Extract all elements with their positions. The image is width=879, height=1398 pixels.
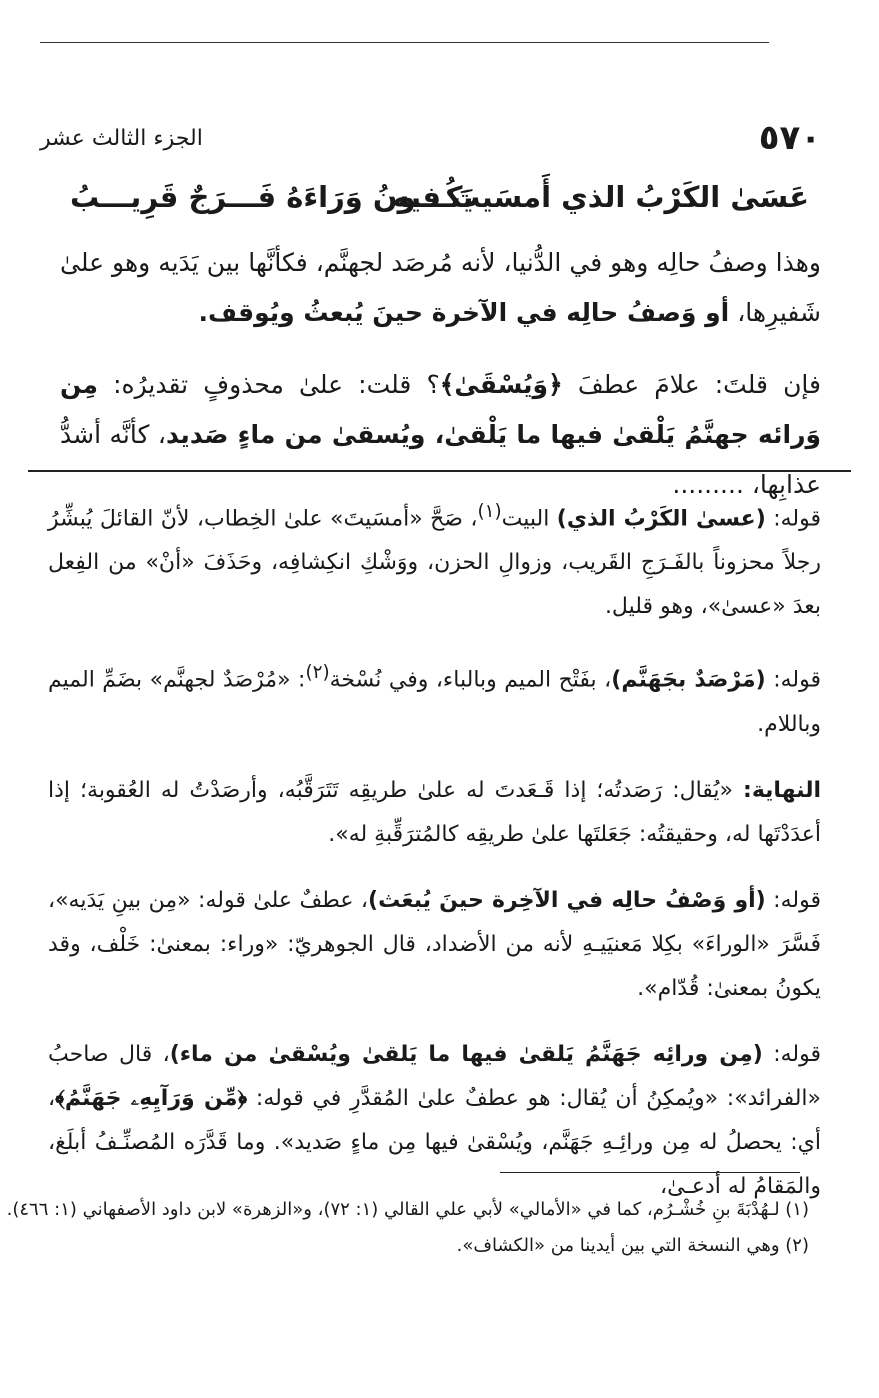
commentary-span: ، صَحَّ «أمسَيتَ» علىٰ الخِطاب، لأنّ القائلَ يُبشِّرُ رجلاً محزوناً بالفَـرَجِ القَريب، وزوالِ الحزن، ووَشْكِ انكِشافِه، وحَذَفَ «أنْ» من الفِعل بعدَ «عسىٰ»، وهو قليل. <box>48 506 821 620</box>
main-paragraph <box>60 238 821 338</box>
commentary-lemma: (أو وَصْفُ حالِه في الآخِرة حينَ يُبعَث) <box>368 887 766 913</box>
footnote-2: (٢) وهي النسخة التي بين أيدينا من «الكشاف». <box>456 1235 809 1256</box>
commentary-span: قوله: <box>765 667 821 693</box>
main-text-span: ، كأنَّه أشدُّ عذابِها، ......... <box>60 420 821 499</box>
commentary-lemma: (عسىٰ الكَرْبُ الذي) <box>556 506 766 532</box>
commentary-span: ، بفَتْح الميم وبالباء، وفي نُسْخة <box>329 667 612 693</box>
commentary-span: البيت <box>501 506 557 532</box>
commentary-separator <box>28 470 851 472</box>
commentary-paragraph <box>48 651 821 746</box>
commentary-paragraph <box>48 490 821 629</box>
main-text-span: ؟ قلت: علىٰ محذوفٍ تقديرُه: <box>97 370 440 399</box>
footnote-ref: (٢) <box>305 662 330 684</box>
main-text <box>60 238 821 532</box>
main-text-span: فإن قلتَ: علامَ عطفَ <box>562 370 821 399</box>
quran-quote: ﴿مِّن وَرَآيِهِۦ جَهَنَّمُ﴾ <box>55 1085 248 1111</box>
header-rule <box>40 42 769 43</box>
verse-first-hemistich: عَسَىٰ الكَرْبُ الذي أَمسَيتَ فيه <box>392 180 809 214</box>
commentary-span: ، عطفٌ علىٰ قوله: «مِن بينِ يَدَيه»، فَسَّرَ «الوراءَ» بكِلا مَعنيَيـهِ لأنه من الأضداد، قال الجوهريّ: «وراء: بمعنىٰ: خَلْف، وقد يكونُ بمعنىٰ: قُدّام». <box>48 887 821 1001</box>
commentary-lemma: (مِن ورائِه جَهَنَّمُ يَلقىٰ فيها ما يَلقىٰ ويُسْقىٰ من ماء) <box>169 1041 763 1067</box>
source-label: النهاية: <box>743 777 821 803</box>
footnote-1: (١) لـهُدْبَةَ بنِ خُشْـرُم، كما في «الأمالي» لأبي علي القالي (١: ٧٢)، و«الزهرة» لابن داود الأصفهاني (١: ٤٦٦). <box>6 1199 809 1220</box>
commentary-paragraph <box>48 769 821 857</box>
running-title: الجزء الثالث عشر <box>40 126 203 151</box>
main-paragraph <box>60 360 821 510</box>
poetry-verse <box>70 175 809 219</box>
footnote-ref: (١) <box>477 501 502 522</box>
quran-quote: ﴿وَيُسْقَىٰ﴾ <box>439 370 563 399</box>
main-text-span: وهذا وصفُ حالِه وهو في الدُّنيا، لأنه مُرصَد لجهنَّم، فكأنَّها بين يَدَيه وهو علىٰ شَفيرِها، <box>60 248 821 327</box>
main-text-bold-span: مِن وَرائه جهنَّمُ يَلْقىٰ فيها ما يَلْقىٰ، ويُسقىٰ من ماءٍ صَديد <box>60 370 822 449</box>
commentary <box>6 490 822 1231</box>
commentary-span: ، قال صاحبُ «الفرائد»: «ويُمكِنُ أن يُقال: هو عطفٌ علىٰ المُقدَّرِ في قوله: <box>48 1041 822 1111</box>
footnote-rule <box>500 1172 800 1173</box>
verse-second-hemistich: يَكُـــونُ وَرَاءَهُ فَـــرَجٌ قَرِيـــبُ <box>70 180 474 214</box>
page-header <box>40 118 821 164</box>
commentary-lemma: (مَرْصَدٌ بجَهَنَّم) <box>611 667 766 693</box>
commentary-span: «يُقال: رَصَدتُه؛ إذا قَـعَدتَ له علىٰ طريقِه تَتَرَقَّبُه، وأرصَدْتُ له العُقوبة؛ إذا أعدَدْتَها له، وحقيقتُه: جَعَلتَها علىٰ طريقِه كالمُترَقِّبةِ له». <box>48 777 821 847</box>
page-number: ٥٧٠ <box>758 118 821 158</box>
main-text-bold-span: أو وَصفُ حالِه في الآخرة حينَ يُبعثُ ويُوقف. <box>198 298 730 327</box>
footnotes <box>6 1192 809 1264</box>
commentary-span: قوله: <box>765 887 821 913</box>
commentary-span: قوله: <box>765 506 821 532</box>
commentary-paragraph <box>48 879 821 1011</box>
commentary-paragraph <box>48 1033 821 1209</box>
commentary-span: قوله: <box>762 1041 821 1067</box>
commentary-span: ، أي: يحصلُ له مِن ورائِـهِ جَهَنَّم، ويُسْقىٰ فيها مِن ماءٍ صَديد». وما قَدَّرَه المُصنِّـفُ أبلَغ، والمَقامُ له أدعـىٰ، <box>48 1085 821 1199</box>
commentary-span: : «مُرْصَدٌ لجهنَّم» بضَمِّ الميم وباللام. <box>48 667 821 737</box>
